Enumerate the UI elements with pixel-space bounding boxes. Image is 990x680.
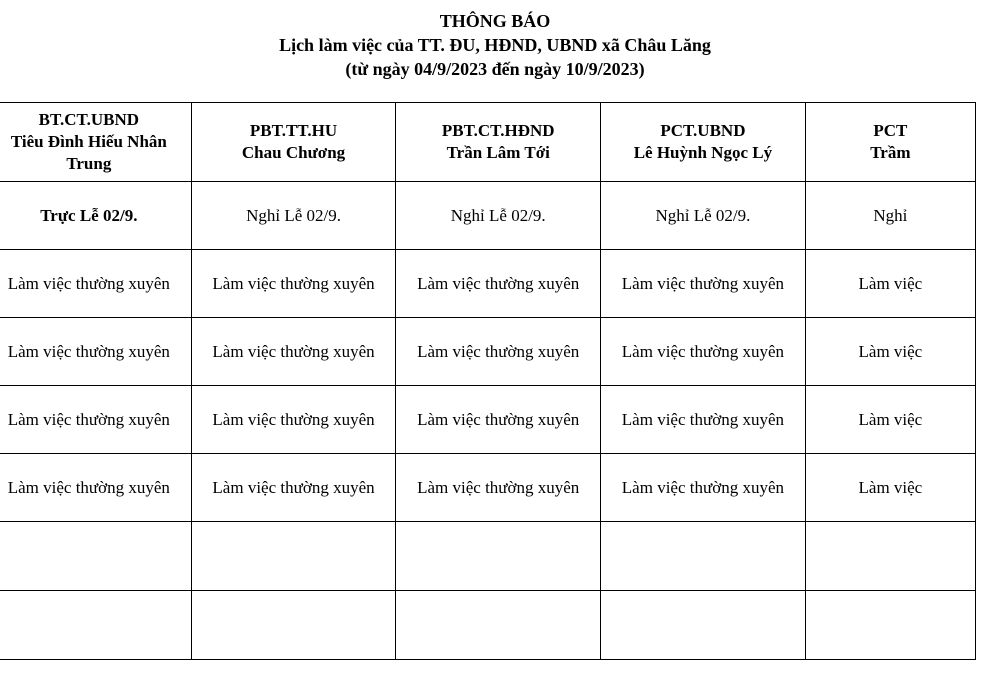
- header-role: BT.CT.UBND: [38, 110, 140, 129]
- table-header-row: [0, 103, 976, 182]
- table-cell: Làm việc thường xuyên: [191, 386, 396, 454]
- header-person-name: Tiêu Đình Hiếu Nhân Trung: [10, 132, 167, 173]
- table-cell: Làm việc thường xuyên: [0, 454, 191, 522]
- table-cell: Làm việc thường xuyên: [0, 250, 191, 318]
- notice-subtitle: Lịch làm việc của TT. ĐU, HĐND, UBND xã Châu Lăng: [279, 35, 711, 55]
- table-cell: Trực Lễ 02/9.: [0, 182, 191, 250]
- table-cell-empty: [191, 522, 396, 591]
- table-row: [0, 182, 976, 250]
- table-cell: Làm việc thường xuyên: [0, 318, 191, 386]
- table-cell: Làm việc thường xuyên: [396, 318, 601, 386]
- header-person-name: Trần Lâm Tới: [446, 143, 550, 162]
- table-cell: Làm việc thường xuyên: [191, 454, 396, 522]
- table-cell: Làm việc thường xuyên: [191, 250, 396, 318]
- table-cell: Làm việc thường xuyên: [601, 250, 806, 318]
- header-person-name: Lê Huỳnh Ngọc Lý: [633, 143, 773, 162]
- table-cell: Làm việc thường xuyên: [601, 386, 806, 454]
- schedule-table: [0, 102, 976, 660]
- header-role: PCT.UBND: [660, 121, 746, 140]
- table-cell-empty: [805, 591, 975, 660]
- table-cell: Nghỉ Lễ 02/9.: [396, 182, 601, 250]
- table-cell: Làm việc: [805, 454, 975, 522]
- table-cell: Làm việc: [805, 250, 975, 318]
- header-person-name: Chau Chương: [241, 143, 346, 162]
- header-cell: [396, 103, 601, 182]
- table-cell: Nghỉ Lễ 02/9.: [191, 182, 396, 250]
- table-row-empty: [0, 522, 976, 591]
- table-cell: Làm việc: [805, 386, 975, 454]
- table-cell-empty: [601, 522, 806, 591]
- header-cell: [191, 103, 396, 182]
- table-cell: Làm việc thường xuyên: [396, 250, 601, 318]
- header-role: PCT: [873, 121, 908, 140]
- notice-date-range: (từ ngày 04/9/2023 đến ngày 10/9/2023): [345, 59, 645, 79]
- table-row: [0, 386, 976, 454]
- header-cell: [0, 103, 191, 182]
- table-cell-empty: [601, 591, 806, 660]
- table-cell: Làm việc thường xuyên: [396, 386, 601, 454]
- table-cell: Làm việc: [805, 318, 975, 386]
- header-role: PBT.CT.HĐND: [441, 121, 555, 140]
- table-cell: Làm việc thường xuyên: [0, 386, 191, 454]
- table-cell: Làm việc thường xuyên: [601, 318, 806, 386]
- table-cell-empty: [396, 591, 601, 660]
- table-cell: Làm việc thường xuyên: [601, 454, 806, 522]
- header-role: PBT.TT.HU: [249, 121, 338, 140]
- table-cell-empty: [191, 591, 396, 660]
- notice-title: THÔNG BÁO: [439, 11, 551, 31]
- table-row-empty: [0, 591, 976, 660]
- table-cell: Nghỉ Lễ 02/9.: [601, 182, 806, 250]
- table-cell-empty: [805, 522, 975, 591]
- table-row: [0, 250, 976, 318]
- header-cell: [805, 103, 975, 182]
- header-cell: [601, 103, 806, 182]
- table-cell: Nghỉ: [805, 182, 975, 250]
- table-cell: Làm việc thường xuyên: [191, 318, 396, 386]
- table-cell-empty: [0, 522, 191, 591]
- table-cell: Làm việc thường xuyên: [396, 454, 601, 522]
- table-row: [0, 318, 976, 386]
- table-row: [0, 454, 976, 522]
- table-cell-empty: [396, 522, 601, 591]
- header-person-name: Trầm: [870, 143, 911, 162]
- table-cell-empty: [0, 591, 191, 660]
